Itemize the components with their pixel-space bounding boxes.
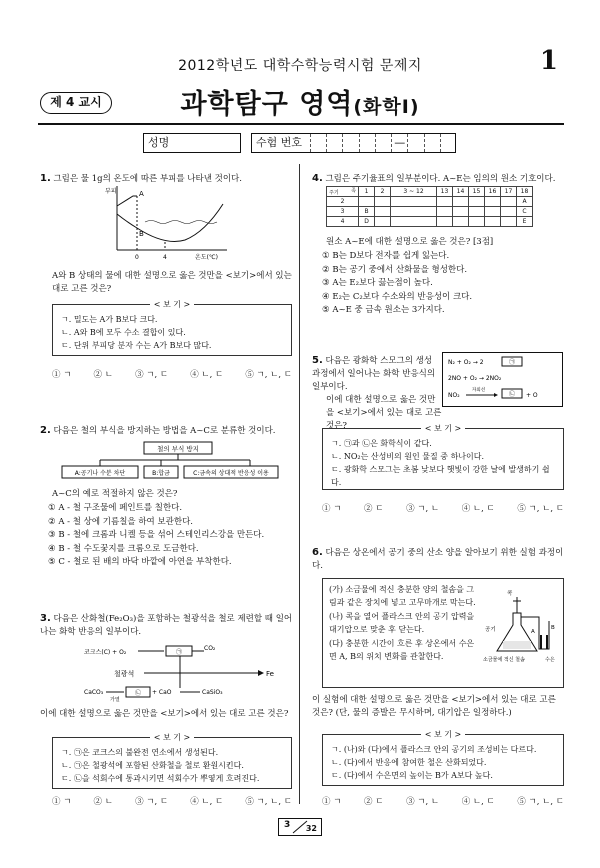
bogi-item: ㄷ. 광화학 스모그는 초봄 낮보다 햇빛이 강한 날에 발생하기 쉽다.	[331, 465, 550, 487]
option-5[interactable]: ⑤ C - 철로 된 배의 바닥 바깥에 아연을 부착한다.	[48, 557, 232, 567]
digit-cell	[440, 134, 456, 152]
fig-hg: 수은	[545, 657, 555, 663]
element-cell	[453, 217, 469, 227]
question-2-options	[48, 502, 294, 570]
bogi-item: ㄱ. (나)와 (다)에서 플라스크 안의 공기의 조성비는 다르다.	[331, 745, 537, 754]
water-volume-graph	[105, 184, 230, 266]
option-4[interactable]: ④ ㄴ, ㄷ	[461, 797, 495, 807]
question-5-bogi	[322, 424, 564, 490]
bogi-title: < 보 기 >	[150, 733, 195, 742]
question-2-text: 다음은 철의 부식을 방지하는 방법을 A~C로 분류한 것이다.	[53, 426, 276, 436]
procedure-steps	[329, 583, 481, 663]
diagram-a: A:공기나 수분 차단	[74, 470, 126, 477]
element-cell	[391, 197, 437, 207]
fig-a: A	[531, 629, 535, 635]
column-divider	[299, 164, 300, 804]
question-3-prompt: 이에 대한 설명으로 옳은 것만을 <보기>에서 있는 대로 고른 것은?	[40, 709, 289, 719]
period-cell: 3	[327, 207, 359, 217]
question-6-procedure-box	[322, 578, 564, 688]
element-cell	[375, 207, 391, 217]
option-5[interactable]: ⑤ A~E 중 금속 원소는 3가지다.	[322, 305, 445, 315]
iron-smelting-diagram	[80, 642, 280, 704]
option-1[interactable]: ① ㄱ	[322, 504, 342, 514]
element-cell	[501, 197, 517, 207]
diagram-b: B:합금	[152, 470, 170, 477]
table-row	[327, 217, 533, 227]
question-4-stem	[312, 172, 566, 186]
option-3[interactable]: ③ B - 철에 크롬과 니켈 등을 섞어 스테인리스강을 만든다.	[48, 530, 265, 540]
bogi-item: ㄱ. ㉠은 코크스의 불완전 연소에서 생성된다.	[61, 748, 219, 757]
option-3[interactable]: ③ ㄱ, ㄷ	[135, 370, 169, 380]
element-cell	[453, 197, 469, 207]
graph-tick-0: 0	[135, 254, 139, 261]
option-5[interactable]: ⑤ ㄱ, ㄴ, ㄷ	[517, 504, 564, 514]
graph-point-a: A	[139, 190, 144, 198]
graph-ylabel: 부피	[105, 188, 117, 195]
fig-b: B	[551, 625, 555, 631]
option-1[interactable]: ① ㄱ	[52, 797, 72, 807]
diag-heat: 가열	[110, 697, 120, 703]
periodic-table-grid	[326, 186, 533, 227]
group-header: 13	[437, 187, 453, 197]
option-4[interactable]: ④ ㄴ, ㄷ	[190, 797, 224, 807]
element-cell	[437, 197, 453, 207]
question-6-options	[322, 795, 564, 807]
exam-number-field[interactable]	[251, 133, 456, 153]
question-1-number: 1.	[40, 173, 51, 184]
diagram-c: C:금속의 상대적 반응성 이용	[193, 470, 269, 477]
element-cell: C	[517, 207, 533, 217]
reaction-mark-1: ㉠	[508, 359, 516, 366]
bogi-item: ㄴ. A와 B에 모두 수소 결합이 있다.	[61, 328, 186, 337]
header-rule	[38, 123, 564, 125]
question-1-text: 그림은 물 1g의 온도에 따른 부피를 나타낸 것이다.	[53, 174, 242, 184]
question-2-stem	[40, 424, 292, 438]
question-6-number: 6.	[312, 547, 323, 558]
name-field[interactable]	[143, 133, 241, 153]
exam-number-label: 수험 번호	[256, 136, 303, 149]
diag-caco3: CaCO₃	[84, 689, 104, 696]
element-cell	[469, 217, 485, 227]
group-header: 18	[517, 187, 533, 197]
element-cell	[391, 217, 437, 227]
option-2[interactable]: ② ㄷ	[364, 504, 384, 514]
question-4-prompt: 원소 A~E에 대한 설명으로 옳은 것은? [3점]	[326, 237, 494, 247]
option-3[interactable]: ③ ㄱ, ㄴ	[406, 797, 440, 807]
graph-xlabel: 온도(℃)	[195, 254, 219, 261]
diag-co2: CO₂	[204, 645, 216, 652]
option-2[interactable]: ② ㄴ	[93, 797, 113, 807]
flask-apparatus	[483, 585, 563, 671]
option-1[interactable]: ① ㄱ	[322, 797, 342, 807]
element-cell	[485, 207, 501, 217]
bogi-item: ㄷ. (다)에서 수은면의 높이는 B가 A보다 높다.	[331, 771, 493, 780]
diag-cao: + CaO	[152, 689, 172, 696]
procedure-step: (다) 충분한 시간이 흐른 후 상온에서 수은면 A, B의 위치 변화를 관찰한다.	[329, 639, 475, 661]
period-badge: 제 4 교시	[40, 92, 112, 114]
smog-reactions-box	[442, 352, 564, 408]
digit-cell	[310, 134, 326, 152]
option-1[interactable]: ① B는 D보다 전자를 쉽게 잃는다.	[322, 251, 450, 261]
element-cell	[469, 207, 485, 217]
fig-air: 공기	[485, 627, 496, 633]
question-4-number: 4.	[312, 173, 323, 184]
digit-cell	[326, 134, 342, 152]
question-5-stem	[312, 354, 440, 394]
question-1-prompt: A와 B 상태의 물에 대한 설명으로 옳은 것만을 <보기>에서 있는 대로 고른 것은?	[52, 271, 292, 294]
option-3[interactable]: ③ ㄱ, ㄷ	[135, 797, 169, 807]
element-cell: A	[517, 197, 533, 207]
option-2[interactable]: ② ㄴ	[93, 370, 113, 380]
bogi-title: < 보 기 >	[421, 424, 466, 433]
rust-prevention-diagram	[60, 440, 280, 482]
option-2[interactable]: ② A - 철 상에 기름칠을 하여 보관한다.	[48, 516, 193, 527]
element-cell	[437, 217, 453, 227]
reaction-3-uv: 자외선	[472, 388, 486, 393]
diag-casio3: CaSiO₃	[202, 689, 223, 696]
question-1-options	[52, 368, 292, 380]
exam-title: 2012학년도 대학수학능력시험 문제지	[178, 58, 422, 74]
question-2-prompt: A~C의 예로 적절하지 않은 것은?	[52, 489, 178, 499]
option-5[interactable]: ⑤ ㄱ, ㄴ, ㄷ	[245, 370, 292, 380]
diag-fe: Fe	[266, 670, 274, 678]
option-5[interactable]: ⑤ ㄱ, ㄴ, ㄷ	[517, 797, 564, 807]
question-3-number: 3.	[40, 613, 51, 624]
question-4-options	[322, 250, 568, 318]
group-header: 14	[453, 187, 469, 197]
period-cell: 4	[327, 217, 359, 227]
procedure-step: (나) 콕을 열어 플라스크 안의 공기 압력을 대기압으로 맞춘 후 닫는다.	[329, 612, 475, 634]
option-1[interactable]: ① ㄱ	[52, 370, 72, 380]
group-header: 16	[485, 187, 501, 197]
graph-point-b: B	[139, 230, 144, 238]
table-row	[327, 197, 533, 207]
question-6-bogi	[322, 730, 564, 786]
bogi-item: ㄷ. 단위 부피당 분자 수는 A가 B보다 많다.	[61, 341, 212, 350]
element-cell	[375, 197, 391, 207]
option-4[interactable]: ④ ㄴ, ㄷ	[190, 370, 224, 380]
question-3-text: 다음은 산화철(Fe₂O₃)을 포함하는 철광석을 철로 제련할 때 일어나는 화학 반응의 일부이다.	[40, 614, 293, 637]
question-3-options	[52, 795, 292, 807]
procedure-step: (가) 소금물에 적신 충분한 양의 철솜을 그림과 같은 장치에 넣고 고무마개로 막는다.	[329, 585, 476, 607]
bogi-item: ㄱ. 밀도는 A가 B보다 크다.	[61, 315, 158, 324]
group-header: 1	[359, 187, 375, 197]
name-label: 성명	[148, 136, 170, 149]
question-4-text: 그림은 주기율표의 일부분이다. A~E는 임의의 원소 기호이다.	[325, 174, 556, 184]
digit-cell	[375, 134, 391, 152]
table-row	[327, 207, 533, 217]
element-cell	[485, 197, 501, 207]
question-5-number: 5.	[312, 355, 323, 366]
group-header: 17	[501, 187, 517, 197]
subject-title	[0, 82, 600, 121]
corner-period: 주기	[329, 190, 339, 196]
element-cell: E	[517, 217, 533, 227]
diag-ore: 철광석	[114, 670, 135, 678]
element-cell	[453, 207, 469, 217]
element-cell	[485, 217, 501, 227]
bogi-title: < 보 기 >	[421, 730, 466, 739]
period-cell: 2	[327, 197, 359, 207]
option-2[interactable]: ② B는 공기 중에서 산화물을 형성한다.	[322, 264, 468, 275]
diagram-root: 철의 부식 방지	[157, 445, 199, 453]
question-6-prompt: 이 실험에 대한 설명으로 옳은 것만을 <보기>에서 있는 대로 고른 것은? (단, 물의 증발은 무시하며, 대기압은 일정하다.)	[312, 695, 556, 718]
option-5[interactable]: ⑤ ㄱ, ㄴ, ㄷ	[245, 797, 292, 807]
reaction-mark-2: ㉡	[508, 391, 516, 398]
reaction-2: 2NO + O₂ → 2NO₂	[448, 375, 502, 382]
graph-tick-4: 4	[163, 254, 167, 261]
page-indicator	[278, 818, 322, 836]
reaction-1: N₂ + O₂ → 2	[448, 359, 484, 366]
digit-cell	[424, 134, 440, 152]
fig-wool: 소금물에 적신 철솜	[483, 657, 525, 663]
option-3[interactable]: ③ ㄱ, ㄴ	[406, 504, 440, 514]
reaction-3-reactant: NO₂	[448, 392, 460, 399]
question-6-stem	[312, 546, 566, 573]
reaction-3-product: + O	[526, 392, 538, 399]
element-cell: D	[359, 217, 375, 227]
element-cell	[375, 217, 391, 227]
page-number: 1	[539, 46, 558, 76]
option-4[interactable]: ④ ㄴ, ㄷ	[461, 504, 495, 514]
bogi-item: ㄴ. ㉠은 철광석에 포함된 산화철을 철로 환원시킨다.	[61, 761, 244, 770]
digit-cell	[359, 134, 375, 152]
element-cell: B	[359, 207, 375, 217]
exam-number-dash: —	[391, 134, 407, 152]
table-corner	[327, 187, 359, 197]
option-2[interactable]: ② ㄷ	[364, 797, 384, 807]
element-cell	[437, 207, 453, 217]
question-5-prompt: 이에 대한 설명으로 옳은 것만을 <보기>에서 있는 대로 고른 것은?	[326, 395, 442, 431]
subject-main: 과학탐구 영역	[180, 89, 354, 120]
element-cell	[501, 207, 517, 217]
option-4[interactable]: ④ B - 철 수도꿏지를 크롬으로 도금한다.	[48, 543, 199, 554]
group-header: 3 ~ 12	[391, 187, 437, 197]
option-4[interactable]: ④ E₂는 C₂보다 수소와의 반응성이 크다.	[322, 291, 473, 302]
question-6-text: 다음은 상온에서 공기 중의 산소 양을 알아보기 위한 실험 과정이다.	[312, 548, 564, 571]
subject-sub: (화학Ⅰ)	[353, 96, 420, 118]
question-5-text: 다음은 광화학 스모그의 생성 과정에서 일어나는 화학 반응식의 일부이다.	[312, 356, 436, 392]
question-1-bogi	[52, 300, 292, 356]
current-page: 3	[284, 820, 291, 830]
periodic-table	[326, 186, 533, 227]
diag-mark-1: ㉠	[175, 649, 183, 656]
total-pages: 32	[305, 824, 317, 833]
diag-mark-2: ㉡	[134, 690, 142, 697]
element-cell	[391, 207, 437, 217]
digit-cell	[342, 134, 358, 152]
element-cell	[469, 197, 485, 207]
corner-group: 족	[351, 188, 356, 194]
bogi-item: ㄴ. (다)에서 반응에 참여한 철은 산화되었다.	[331, 758, 487, 767]
bogi-item: ㄱ. ㉠과 ㉡은 화학식이 같다.	[331, 439, 432, 448]
exam-number-digits	[310, 134, 456, 152]
element-cell	[501, 217, 517, 227]
bogi-title: < 보 기 >	[150, 300, 195, 309]
question-5-options	[322, 502, 564, 514]
digit-cell	[407, 134, 423, 152]
question-3-bogi	[52, 733, 292, 789]
option-3[interactable]: ③ A는 E₂보다 끓는점이 높다.	[322, 278, 433, 288]
option-1[interactable]: ① A - 철 구조물에 페인트를 칠한다.	[48, 503, 183, 513]
element-cell	[359, 197, 375, 207]
bogi-item: ㄴ. NO₂는 산성비의 원인 물질 중 하나이다.	[331, 452, 485, 461]
diag-coke: 코크스(C) + O₂	[84, 649, 127, 656]
fig-cock: 콕	[507, 591, 513, 597]
question-3-stem	[40, 612, 294, 639]
bogi-item: ㄷ. ㉡을 석회수에 통과시키면 석회수가 뿌옇게 흐려진다.	[61, 774, 260, 783]
question-2-number: 2.	[40, 425, 51, 436]
group-header: 2	[375, 187, 391, 197]
group-header: 15	[469, 187, 485, 197]
